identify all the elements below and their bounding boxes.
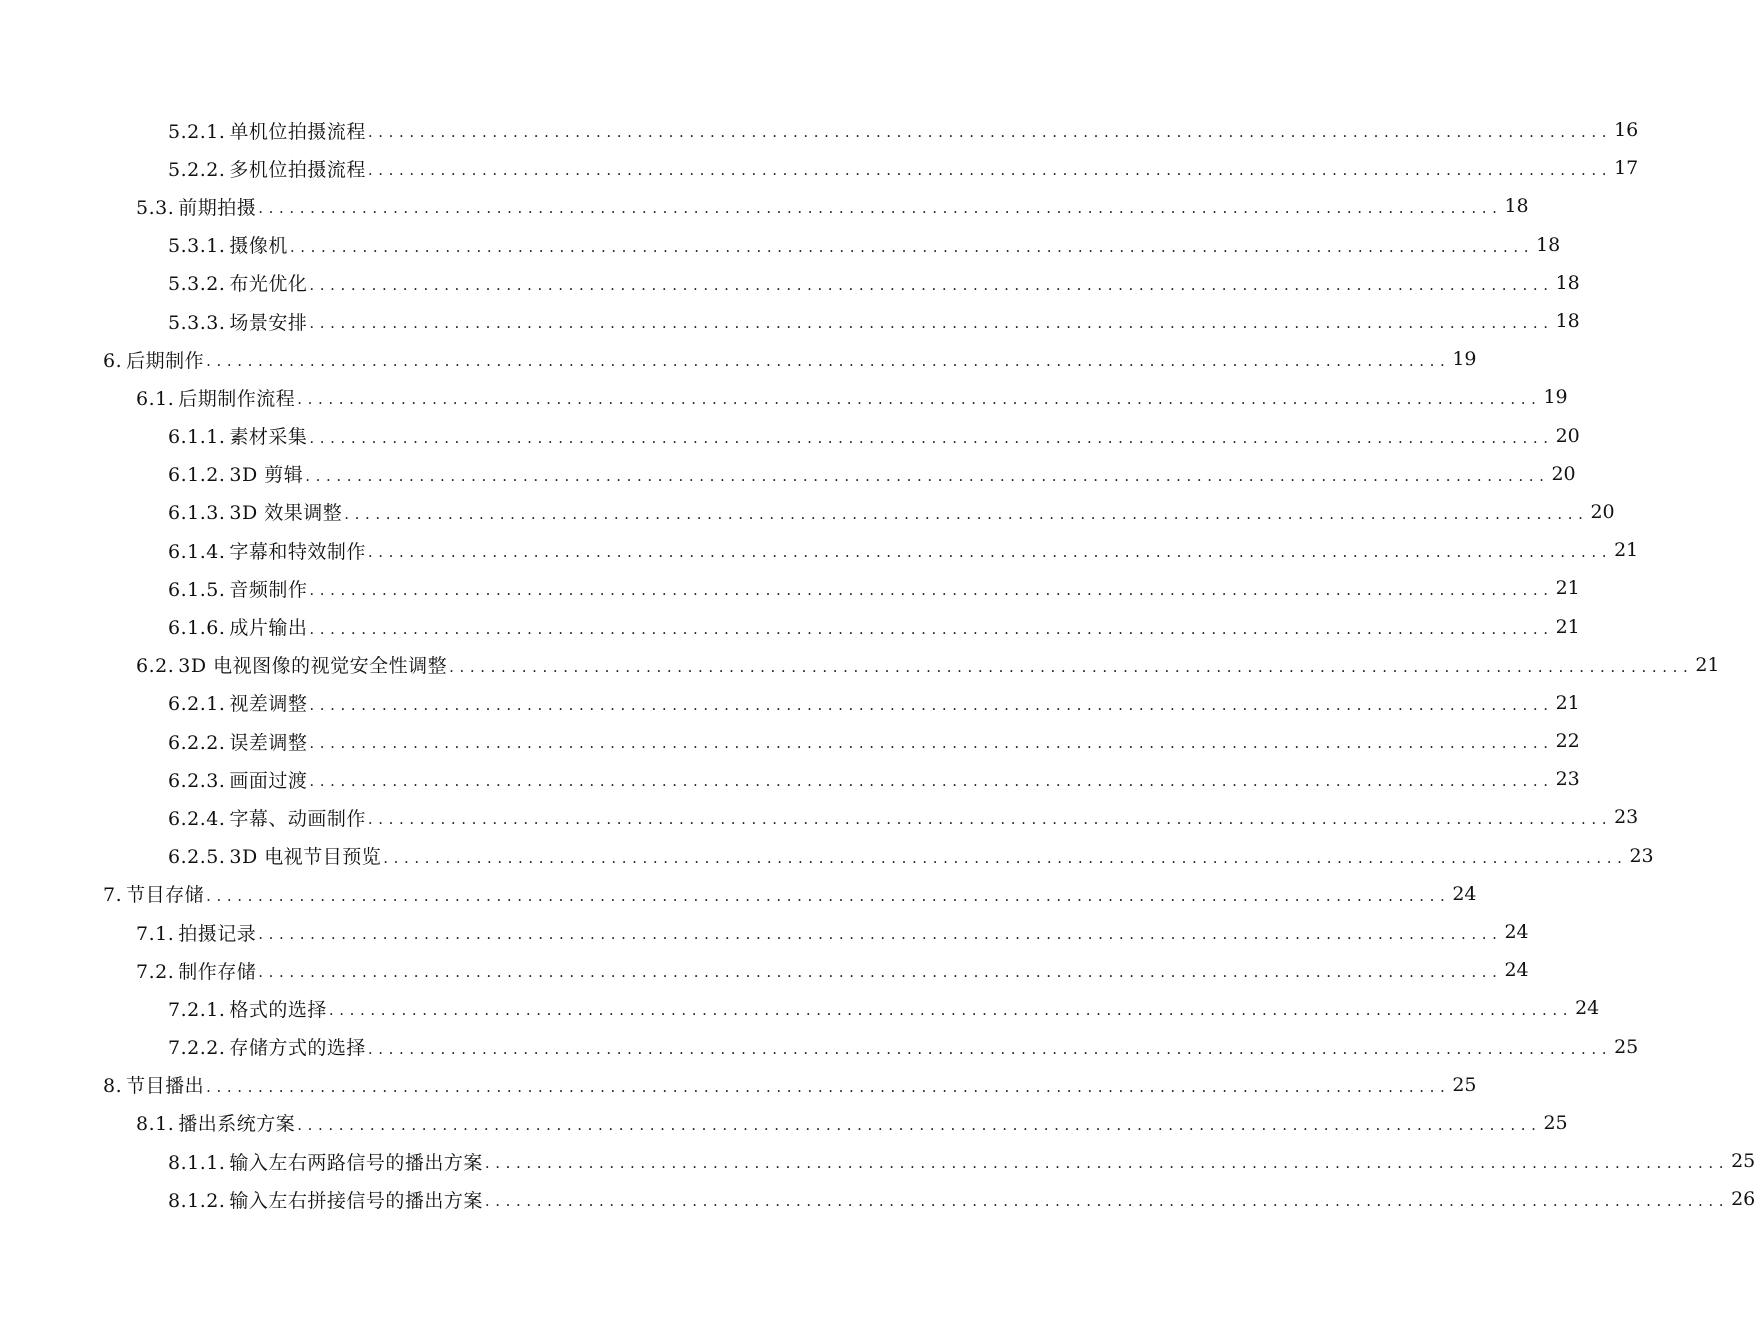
toc-entry-title: 后期制作流程 (178, 387, 296, 410)
dot-leader: ........................................................................................................................ (258, 199, 1503, 218)
toc-entry-title: 音频制作 (229, 578, 308, 601)
toc-entry-title: 字幕、动画制作 (229, 807, 366, 830)
dot-leader: ........................................................................................................................ (297, 390, 1542, 409)
toc-entry-number: 8. (103, 1075, 123, 1098)
toc-entry-number: 6.1.2. (168, 464, 226, 487)
dot-leader: ........................................................................................................................ (309, 428, 1554, 447)
toc-entry-label (136, 919, 256, 946)
toc-entry-title: 多机位拍摄流程 (229, 158, 366, 181)
toc-entry-number: 5.3. (136, 196, 175, 219)
toc-entry-label (168, 766, 307, 793)
toc-entry-title: 画面过渡 (229, 769, 308, 792)
toc-entry-label (168, 689, 307, 716)
toc-entry-page-number: 21 (1614, 539, 1639, 562)
toc-entry-page-number: 20 (1551, 462, 1576, 485)
toc-entry-label (168, 575, 307, 602)
toc-entry-number: 6.1.6. (168, 617, 226, 640)
toc-entry-page-number: 18 (1536, 233, 1561, 256)
toc-entry-label (168, 1186, 483, 1213)
dot-leader: ........................................................................................................................ (289, 237, 1535, 256)
toc-entry[interactable] (0, 684, 1580, 722)
toc-entry-title: 单机位拍摄流程 (229, 120, 366, 143)
toc-entry-title: 成片输出 (229, 617, 308, 640)
toc-entry-title: 素材采集 (229, 426, 308, 449)
toc-entry-page-number: 25 (1452, 1073, 1477, 1096)
toc-entry-title: 后期制作 (126, 349, 205, 372)
toc-entry-page-number: 18 (1504, 195, 1529, 218)
toc-entry-title: 字幕和特效制作 (229, 540, 366, 563)
toc-entry-page-number: 24 (1504, 921, 1529, 944)
toc-entry-title: 拍摄记录 (178, 922, 257, 945)
toc-entry-label (168, 613, 307, 640)
toc-entry[interactable] (0, 149, 1639, 187)
toc-entry-page-number: 26 (1731, 1188, 1755, 1211)
toc-entry-title: 节目播出 (126, 1075, 205, 1098)
toc-entry[interactable] (0, 951, 1529, 989)
toc-entry-label (168, 1148, 483, 1175)
toc-entry[interactable] (0, 913, 1529, 951)
toc-entry[interactable] (0, 340, 1477, 378)
toc-entry[interactable] (0, 378, 1568, 416)
toc-entry[interactable] (0, 607, 1580, 645)
dot-leader: ........................................................................................................................ (305, 466, 1550, 485)
toc-entry-page-number: 25 (1614, 1035, 1639, 1058)
toc-entry[interactable] (0, 264, 1580, 302)
toc-entry[interactable] (0, 1104, 1568, 1142)
toc-entry-label (136, 1109, 295, 1136)
toc-entry-title: 制作存储 (178, 960, 257, 983)
dot-leader: ........................................................................................................................ (328, 1001, 1574, 1020)
dot-leader: ........................................................................................................................ (206, 352, 1451, 371)
toc-entry-label (168, 117, 366, 144)
toc-entry[interactable] (0, 455, 1576, 493)
dot-leader: ........................................................................................................................ (206, 1077, 1451, 1096)
toc-entry-number: 6.2.2. (168, 731, 226, 754)
toc-entry-number: 5.3.2. (168, 273, 226, 296)
dot-leader: ........................................................................................................................ (309, 275, 1554, 294)
toc-entry-title: 摄像机 (229, 235, 288, 258)
dot-leader: ........................................................................................................................ (309, 314, 1554, 333)
toc-entry-label (168, 422, 307, 449)
toc-entry-title: 3D 剪辑 (229, 464, 304, 487)
toc-entry-number: 5.2.2. (168, 158, 226, 181)
toc-entry-number: 5.3.1. (168, 235, 226, 258)
dot-leader: ........................................................................................................................ (309, 772, 1554, 791)
toc-entry-label (168, 537, 366, 564)
toc-entry-label (168, 842, 381, 869)
dot-leader: ........................................................................................................................ (258, 963, 1503, 982)
toc-entry[interactable] (0, 646, 1720, 684)
toc-entry-number: 6.2.5. (168, 846, 226, 869)
dot-leader: ........................................................................................................................ (367, 123, 1613, 142)
toc-entry-title: 节目存储 (126, 884, 205, 907)
toc-entry-number: 6.1.4. (168, 540, 226, 563)
toc-entry-page-number: 20 (1555, 424, 1580, 447)
toc-entry-title: 前期拍摄 (178, 196, 257, 219)
toc-entry-title: 格式的选择 (229, 998, 327, 1021)
toc-entry-title: 播出系统方案 (178, 1113, 296, 1136)
dot-leader: ........................................................................................................................ (367, 161, 1613, 180)
dot-leader: ........................................................................................................................ (309, 619, 1554, 638)
toc-entry-title: 存储方式的选择 (229, 1037, 366, 1060)
toc-entry[interactable] (0, 493, 1615, 531)
toc-entry-page-number: 23 (1629, 844, 1654, 867)
toc-entry-page-number: 24 (1575, 997, 1600, 1020)
toc-entry[interactable] (0, 722, 1580, 760)
dot-leader: ........................................................................................................................ (309, 734, 1554, 753)
toc-entry-label (168, 269, 307, 296)
toc-entry[interactable] (0, 798, 1639, 836)
toc-entry[interactable] (0, 989, 1600, 1027)
toc-entry-page-number: 21 (1555, 615, 1580, 638)
toc-entry-label (168, 804, 366, 831)
toc-entry-page-number: 21 (1555, 691, 1580, 714)
toc-entry-page-number: 23 (1555, 768, 1580, 791)
toc-entry-number: 6.1.5. (168, 578, 226, 601)
toc-entry-number: 7.2.2. (168, 1037, 226, 1060)
toc-entry-page-number: 19 (1452, 348, 1477, 371)
toc-entry-label (168, 995, 327, 1022)
toc-entry-page-number: 19 (1543, 386, 1568, 409)
toc-entry-page-number: 22 (1555, 730, 1580, 753)
toc-entry[interactable] (0, 1028, 1639, 1066)
dot-leader: ........................................................................................................................ (344, 504, 1589, 523)
toc-entry[interactable] (0, 1142, 1755, 1180)
dot-leader: ........................................................................................................................ (484, 1192, 1730, 1211)
toc-entry-number: 8.1. (136, 1113, 175, 1136)
dot-leader: ........................................................................................................................ (258, 925, 1503, 944)
toc-entry[interactable] (0, 111, 1639, 149)
toc-entry-label (168, 460, 303, 487)
toc-entry-number: 7.2.1. (168, 998, 226, 1021)
toc-entry[interactable] (0, 569, 1580, 607)
toc-entry-title: 3D 电视节目预览 (229, 846, 382, 869)
toc-entry-label (103, 346, 204, 373)
toc-entry-number: 6.1.3. (168, 502, 226, 525)
toc-entry-title: 输入左右拼接信号的播出方案 (229, 1189, 483, 1212)
toc-entry[interactable] (0, 226, 1561, 264)
toc-entry-label (136, 957, 256, 984)
toc-entry-page-number: 18 (1555, 310, 1580, 333)
toc-entry[interactable] (0, 1066, 1477, 1104)
toc-entry-label (168, 1033, 366, 1060)
dot-leader: ........................................................................................................................ (309, 581, 1554, 600)
table-of-contents (0, 111, 1755, 1218)
dot-leader: ........................................................................................................................ (206, 886, 1451, 905)
toc-entry-number: 7. (103, 884, 123, 907)
toc-entry[interactable] (0, 417, 1580, 455)
toc-entry-title: 误差调整 (229, 731, 308, 754)
dot-leader: ........................................................................................................................ (383, 848, 1628, 867)
toc-entry-number: 6.2.3. (168, 769, 226, 792)
toc-entry-title: 3D 效果调整 (229, 502, 343, 525)
dot-leader: ........................................................................................................................ (367, 810, 1613, 829)
toc-entry[interactable] (0, 302, 1580, 340)
toc-entry-label (168, 728, 307, 755)
toc-entry-page-number: 17 (1614, 157, 1639, 180)
toc-entry-page-number: 25 (1731, 1150, 1755, 1173)
toc-entry-label (136, 384, 295, 411)
toc-entry[interactable] (0, 1180, 1755, 1218)
toc-entry-number: 6.1.1. (168, 426, 226, 449)
toc-entry-page-number: 25 (1543, 1111, 1568, 1134)
dot-leader: ........................................................................................................................ (484, 1154, 1730, 1173)
toc-entry-page-number: 24 (1452, 882, 1477, 905)
toc-entry-page-number: 16 (1614, 119, 1639, 142)
toc-entry-number: 6.2.4. (168, 807, 226, 830)
toc-entry-page-number: 20 (1590, 500, 1615, 523)
toc-entry-title: 场景安排 (229, 311, 308, 334)
toc-entry-label (168, 498, 342, 525)
toc-entry[interactable] (0, 187, 1529, 225)
toc-entry-number: 7.1. (136, 922, 175, 945)
toc-entry-label (168, 231, 288, 258)
toc-entry-title: 布光优化 (229, 273, 308, 296)
toc-entry-number: 8.1.1. (168, 1151, 226, 1174)
toc-entry-label (136, 193, 256, 220)
toc-entry-page-number: 21 (1555, 577, 1580, 600)
toc-entry-page-number: 24 (1504, 959, 1529, 982)
toc-entry-label (103, 1071, 204, 1098)
toc-entry-title: 视差调整 (229, 693, 308, 716)
toc-entry[interactable] (0, 837, 1654, 875)
toc-entry-number: 5.2.1. (168, 120, 226, 143)
dot-leader: ........................................................................................................................ (367, 543, 1613, 562)
toc-entry-page-number: 21 (1695, 653, 1720, 676)
toc-entry[interactable] (0, 875, 1477, 913)
toc-entry-page-number: 18 (1555, 271, 1580, 294)
dot-leader: ........................................................................................................................ (297, 1115, 1542, 1134)
dot-leader: ........................................................................................................................ (449, 657, 1694, 676)
toc-entry-number: 6.1. (136, 387, 175, 410)
toc-entry-title: 3D 电视图像的视觉安全性调整 (178, 655, 448, 678)
toc-entry[interactable] (0, 760, 1580, 798)
dot-leader: ........................................................................................................................ (367, 1039, 1613, 1058)
toc-entry-page-number: 23 (1614, 806, 1639, 829)
toc-entry-title: 输入左右两路信号的播出方案 (229, 1151, 483, 1174)
toc-entry-label (136, 651, 447, 678)
toc-entry-number: 5.3.3. (168, 311, 226, 334)
toc-entry-number: 6.2.1. (168, 693, 226, 716)
toc-entry-number: 6. (103, 349, 123, 372)
dot-leader: ........................................................................................................................ (309, 695, 1554, 714)
toc-entry-label (168, 308, 307, 335)
toc-entry-number: 6.2. (136, 655, 175, 678)
toc-entry-label (168, 155, 366, 182)
toc-entry-number: 8.1.2. (168, 1189, 226, 1212)
toc-entry-label (103, 880, 204, 907)
toc-entry[interactable] (0, 531, 1639, 569)
toc-entry-number: 7.2. (136, 960, 175, 983)
